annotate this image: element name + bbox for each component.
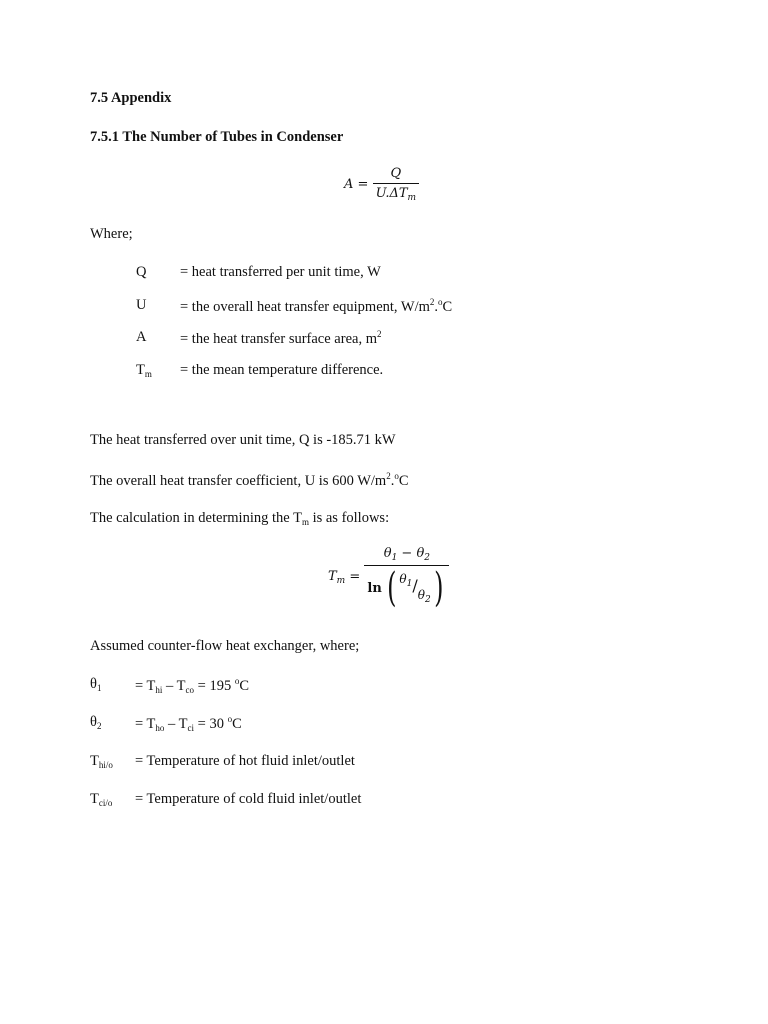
eq2-inner-sub2: 2 (425, 594, 431, 605)
theta2-sym-sub: 2 (96, 721, 102, 731)
theta1-c: = 195 (194, 678, 235, 694)
calculation-line (90, 510, 389, 527)
theta1-d: C (239, 678, 250, 694)
theta2-sup: o (227, 714, 233, 724)
eq2-slash: / (412, 575, 418, 595)
def-symbol-tm-sub: m (144, 369, 152, 379)
eq2-inner-theta1: θ (399, 571, 407, 586)
eq2-inner-top (399, 571, 413, 589)
eq2-right-paren: ) (433, 565, 444, 611)
eq1-lhs: A (344, 177, 354, 192)
eq2-inner-bottom (417, 587, 431, 605)
overall-coefficient-text: The overall heat transfer coefficient, U is 600 W/m (90, 473, 387, 489)
where-label: Where; (90, 226, 133, 242)
subsection-heading: 7.5.1 The Number of Tubes in Condenser (90, 129, 344, 145)
eq2-lhs-text: T (328, 568, 337, 584)
eq2-left-paren: ( (386, 565, 397, 611)
theta2-c: = 30 (194, 716, 228, 732)
def-desc-a-text: = the heat transfer surface area, m (180, 331, 377, 347)
theta1-s1: hi (155, 685, 163, 695)
theta2-symbol (90, 714, 101, 731)
theta2-s2: ci (187, 723, 195, 733)
theta1-sup: o (234, 676, 240, 686)
eq1-numerator: Q (390, 166, 402, 181)
equation-area (344, 166, 419, 203)
tcio-sym-sub: ci/o (98, 798, 113, 808)
eq2-inner (399, 572, 430, 605)
def-desc-u-end: C (442, 299, 453, 315)
eq2-inner-sub1: 1 (406, 578, 413, 589)
thio-sym-sub: hi/o (98, 760, 113, 770)
overall-coefficient-sup2: o (394, 471, 399, 481)
eq2-num-theta1: θ (383, 546, 392, 561)
lmtd-equation (328, 546, 449, 611)
theta2-a: = T (135, 716, 156, 732)
eq1-den-text: U.ΔT (375, 186, 408, 201)
def-desc-a-sup: 2 (376, 329, 382, 339)
def-desc-u-text: = the overall heat transfer equipment, W/m (180, 299, 430, 315)
def-symbol-q: Q (136, 264, 147, 280)
calculation-text-b: is as follows: (308, 510, 390, 526)
theta2-s1: ho (155, 723, 165, 733)
def-desc-u-sup1: 2 (429, 297, 435, 307)
tcio-sym-text: T (90, 791, 99, 807)
tcio-definition: = Temperature of cold fluid inlet/outlet (135, 791, 362, 807)
theta1-symbol (90, 676, 101, 693)
eq2-lhs (328, 569, 345, 586)
eq2-numerator (381, 546, 433, 565)
eq2-ln: ln (367, 580, 382, 596)
theta1-b: – T (162, 678, 186, 694)
theta2-d: C (232, 716, 242, 732)
overall-coefficient-end: C (398, 473, 409, 489)
def-symbol-a: A (136, 329, 147, 345)
heat-transferred-line: The heat transferred over unit time, Q is -185.71 kW (90, 432, 396, 448)
def-desc-u-mid: . (434, 299, 439, 315)
eq2-inner-theta2: θ (417, 587, 425, 602)
def-desc-a (180, 329, 381, 348)
thio-definition: = Temperature of hot fluid inlet/outlet (135, 753, 355, 769)
eq2-equals: = (349, 569, 361, 585)
theta1-a: = T (135, 678, 156, 694)
theta2-b: – T (164, 716, 188, 732)
overall-coefficient-mid: . (390, 473, 395, 489)
theta1-s2: co (185, 685, 195, 695)
theta1-definition (135, 676, 249, 695)
overall-coefficient-sup1: 2 (386, 471, 391, 481)
theta1-sym-sub: 1 (96, 683, 102, 693)
def-desc-q: = heat transferred per unit time, W (180, 264, 381, 280)
def-desc-u-sup2: o (438, 297, 443, 307)
eq2-num-minus: − θ (397, 546, 425, 561)
def-symbol-tm (136, 362, 152, 379)
eq2-fraction (364, 546, 449, 611)
theta1-sym-text: θ (90, 676, 97, 692)
def-desc-u (180, 297, 452, 316)
eq1-equals: = (357, 177, 369, 192)
theta2-definition (135, 714, 242, 733)
thio-sym-text: T (90, 753, 99, 769)
def-desc-tm: = the mean temperature difference. (180, 362, 384, 378)
overall-coefficient-line (90, 471, 409, 490)
def-symbol-tm-text: T (136, 362, 145, 378)
calculation-text-a: The calculation in determining the T (90, 510, 302, 526)
section-heading: 7.5 Appendix (90, 90, 172, 106)
thio-symbol (90, 753, 113, 770)
eq1-denominator (373, 183, 420, 203)
eq1-fraction (373, 166, 420, 203)
tcio-symbol (90, 791, 112, 808)
eq2-denominator (364, 565, 449, 611)
calculation-sub: m (301, 517, 309, 527)
eq2-lhs-sub: m (336, 575, 346, 586)
def-symbol-u: U (136, 297, 147, 313)
eq2-num-sub2: 2 (424, 553, 431, 563)
assumed-line: Assumed counter-flow heat exchanger, where; (90, 638, 360, 654)
theta2-sym-text: θ (90, 714, 97, 730)
eq2-num-sub1: 1 (391, 553, 398, 563)
eq1-den-sub: m (407, 193, 417, 203)
